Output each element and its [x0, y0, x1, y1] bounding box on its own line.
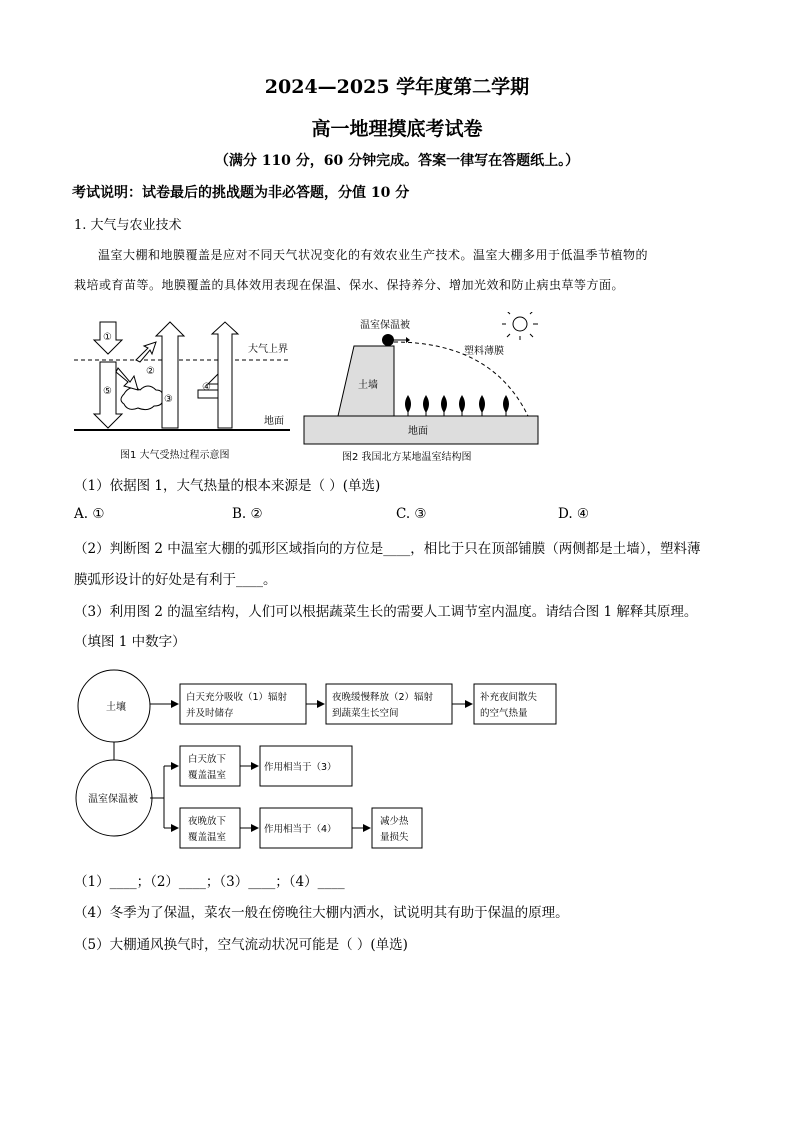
box-absorb-line2: 并及时储存	[186, 708, 234, 719]
arrow-3	[156, 322, 184, 428]
label-wall: 土墙	[358, 380, 378, 391]
quilt-roll-icon	[382, 334, 394, 346]
arrow-4-up	[212, 322, 238, 428]
marker-2: ②	[146, 366, 155, 377]
box-supplement-line1: 补充夜间散失	[480, 692, 538, 703]
label-ground: 地面	[264, 416, 284, 427]
arrow-2-reflect	[136, 342, 156, 362]
figure2-caption: 图2 我国北方某地温室结构图	[342, 452, 472, 463]
box-reduce-loss-line2: 量损失	[380, 832, 409, 843]
label-atmosphere-top: 大气上界	[248, 344, 288, 355]
flowchart-diagram	[74, 662, 564, 862]
box-night-cover-line1: 夜晚放下	[188, 816, 227, 827]
box-effect-3-label: 作用相当于（3）	[264, 762, 337, 773]
question-2-line2: 膜弧形设计的好处是有利于____。	[74, 572, 277, 588]
q1-option-d[interactable]: D. ④	[558, 506, 590, 522]
arrow-2	[116, 368, 138, 390]
question-3-blanks[interactable]: （1）____；（2）____；（3）____；（4）____	[74, 874, 345, 890]
figure1-atmosphere-heating	[68, 318, 300, 468]
question-3-line2: （填图 1 中数字）	[74, 634, 186, 650]
exam-year-title: 2024—2025 学年度第二学期	[264, 76, 530, 98]
circle-soil-label: 土壤	[106, 702, 126, 713]
question-2-line1: （2）判断图 2 中温室大棚的弧形区域指向的方位是____，相比于只在顶部铺膜（两侧都是土墙），塑料薄	[74, 541, 701, 557]
sun-icon	[502, 312, 538, 340]
marker-4: ④	[202, 382, 211, 393]
q1-option-a[interactable]: A. ①	[74, 506, 105, 522]
intro-paragraph-line1: 温室大棚和地膜覆盖是应对不同天气状况变化的有效农业生产技术。温室大棚多用于低温季节植物的	[98, 248, 649, 262]
figure2-greenhouse	[302, 312, 542, 468]
label-ground: 地面	[408, 426, 428, 437]
circle-quilt-label: 温室保温被	[88, 794, 138, 805]
box-release-line2: 到蔬菜生长空间	[332, 708, 399, 719]
box-effect-4-label: 作用相当于（4）	[264, 824, 337, 835]
box-night-cover-line2: 覆盖温室	[188, 832, 227, 843]
box-absorb-line1: 白天充分吸收（1）辐射	[186, 692, 288, 703]
marker-5: ⑤	[103, 386, 112, 397]
exam-title: 高一地理摸底考试卷	[311, 118, 483, 140]
label-film: 塑料薄膜	[464, 346, 504, 357]
question-4: （4）冬季为了保温，菜农一般在傍晚往大棚内洒水，试说明其有助于保温的原理。	[74, 905, 569, 921]
exam-subtitle: （满分 110 分，60 分钟完成。答案一律写在答题纸上。）	[214, 153, 580, 169]
plants-icon	[406, 396, 509, 416]
exam-note: 考试说明：试卷最后的挑战题为非必答题，分值 10 分	[72, 185, 410, 201]
cloud-icon	[121, 386, 162, 410]
figure1-caption: 图1 大气受热过程示意图	[120, 450, 230, 461]
box-supplement-line2: 的空气热量	[480, 708, 528, 719]
marker-3: ③	[164, 394, 173, 405]
q1-option-c[interactable]: C. ③	[396, 506, 427, 522]
marker-1: ①	[103, 332, 112, 343]
question-1: （1）依据图 1，大气热量的根本来源是（ ）(单选)	[74, 478, 381, 494]
question-3-line1: （3）利用图 2 的温室结构，人们可以根据蔬菜生长的需要人工调节室内温度。请结合图 1 解释其原理。	[74, 604, 698, 620]
label-quilt: 温室保温被	[360, 320, 410, 331]
box-release-line1: 夜晚缓慢释放（2）辐射	[332, 692, 434, 703]
question-5: （5）大棚通风换气时，空气流动状况可能是（ ）(单选)	[74, 937, 408, 953]
q1-option-b[interactable]: B. ②	[232, 506, 263, 522]
intro-paragraph-line2: 栽培或育苗等。地膜覆盖的具体效用表现在保温、保水、保持养分、增加光效和防止病虫草等方面。	[74, 278, 625, 292]
box-day-cover-line1: 白天放下	[188, 754, 227, 765]
section-title: 1. 大气与农业技术	[74, 218, 182, 233]
box-reduce-loss-line1: 减少热	[380, 816, 409, 827]
box-day-cover-line2: 覆盖温室	[188, 770, 227, 781]
